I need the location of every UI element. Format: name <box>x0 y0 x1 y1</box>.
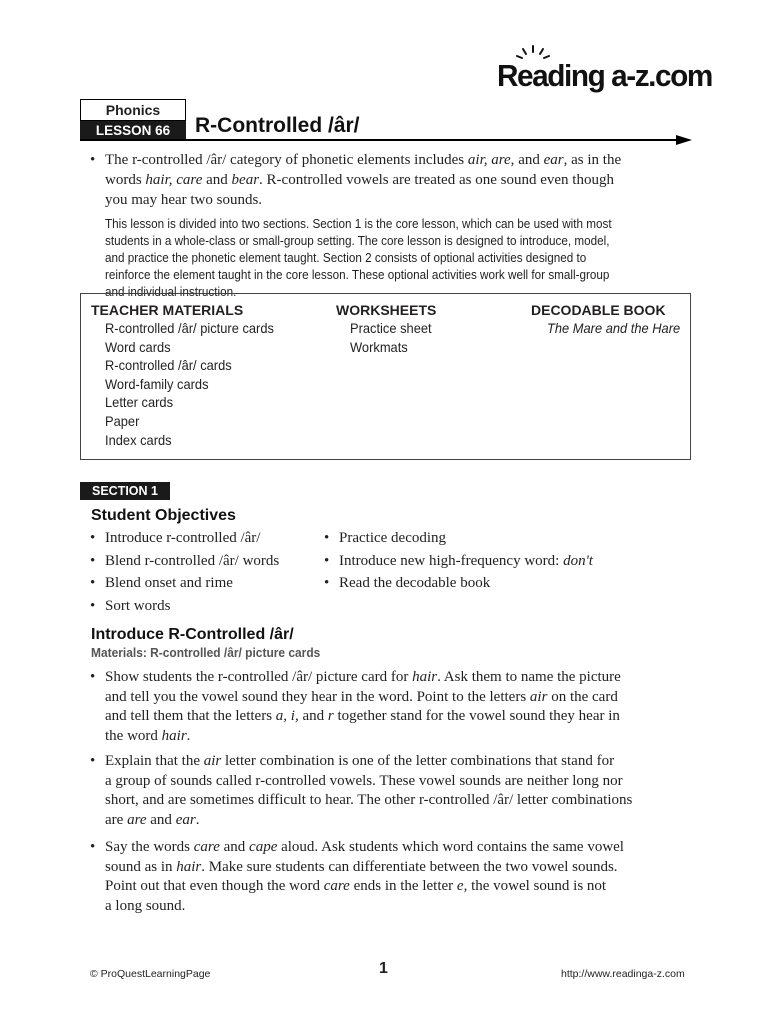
list-item: Workmats <box>350 338 408 355</box>
list-item: R-controlled /âr/ picture cards <box>105 320 274 336</box>
worksheets-heading: WORKSHEETS <box>336 302 437 318</box>
list-item: Practice sheet <box>350 320 432 336</box>
objectives-heading: Student Objectives <box>91 507 236 524</box>
list-item: Letter cards <box>105 394 174 411</box>
header-rule <box>80 139 680 141</box>
bullet-icon: • <box>90 152 96 168</box>
phonics-label: Phonics <box>80 99 186 121</box>
decodable-book-title: The Mare and the Hare <box>547 320 681 336</box>
lesson-number-badge: LESSON 66 <box>80 121 186 141</box>
introduce-materials: Materials: R-controlled /âr/ picture cards <box>91 645 321 660</box>
reading-az-logo: Reading a-z.com <box>497 58 712 93</box>
teacher-materials-heading: TEACHER MATERIALS <box>91 302 244 318</box>
teacher-materials-list <box>105 320 315 450</box>
arrow-icon <box>676 135 692 145</box>
lesson-overview-note: This lesson is divided into two sections. Section 1 is the core lesson, which can be used with most students in a whole-class or small-group setting. The core lesson is designed to introduce, model, and practice the phonetic element taught. Section 2 consists of optional activities designed to reinforce the element taught in the core lesson. These optional activities work well for small-group and individual instruction. <box>105 216 612 299</box>
copyright-text: © ProQuestLearningPage <box>90 968 211 980</box>
list-item: Paper <box>105 412 140 429</box>
decodable-book-heading: DECODABLE BOOK <box>531 302 666 318</box>
page-title: R-Controlled /âr/ <box>195 114 360 137</box>
list-item: R-controlled /âr/ cards <box>105 357 232 374</box>
list-item: Word cards <box>105 338 171 355</box>
section-tag: SECTION 1 <box>80 482 170 500</box>
list-item: Word-family cards <box>105 375 209 392</box>
website-link[interactable]: http://www.readinga-z.com <box>561 968 685 980</box>
page-number: 1 <box>379 960 388 977</box>
list-item: Index cards <box>105 431 172 448</box>
introduce-heading: Introduce R-Controlled /âr/ <box>91 626 294 643</box>
worksheets-list <box>350 320 500 357</box>
